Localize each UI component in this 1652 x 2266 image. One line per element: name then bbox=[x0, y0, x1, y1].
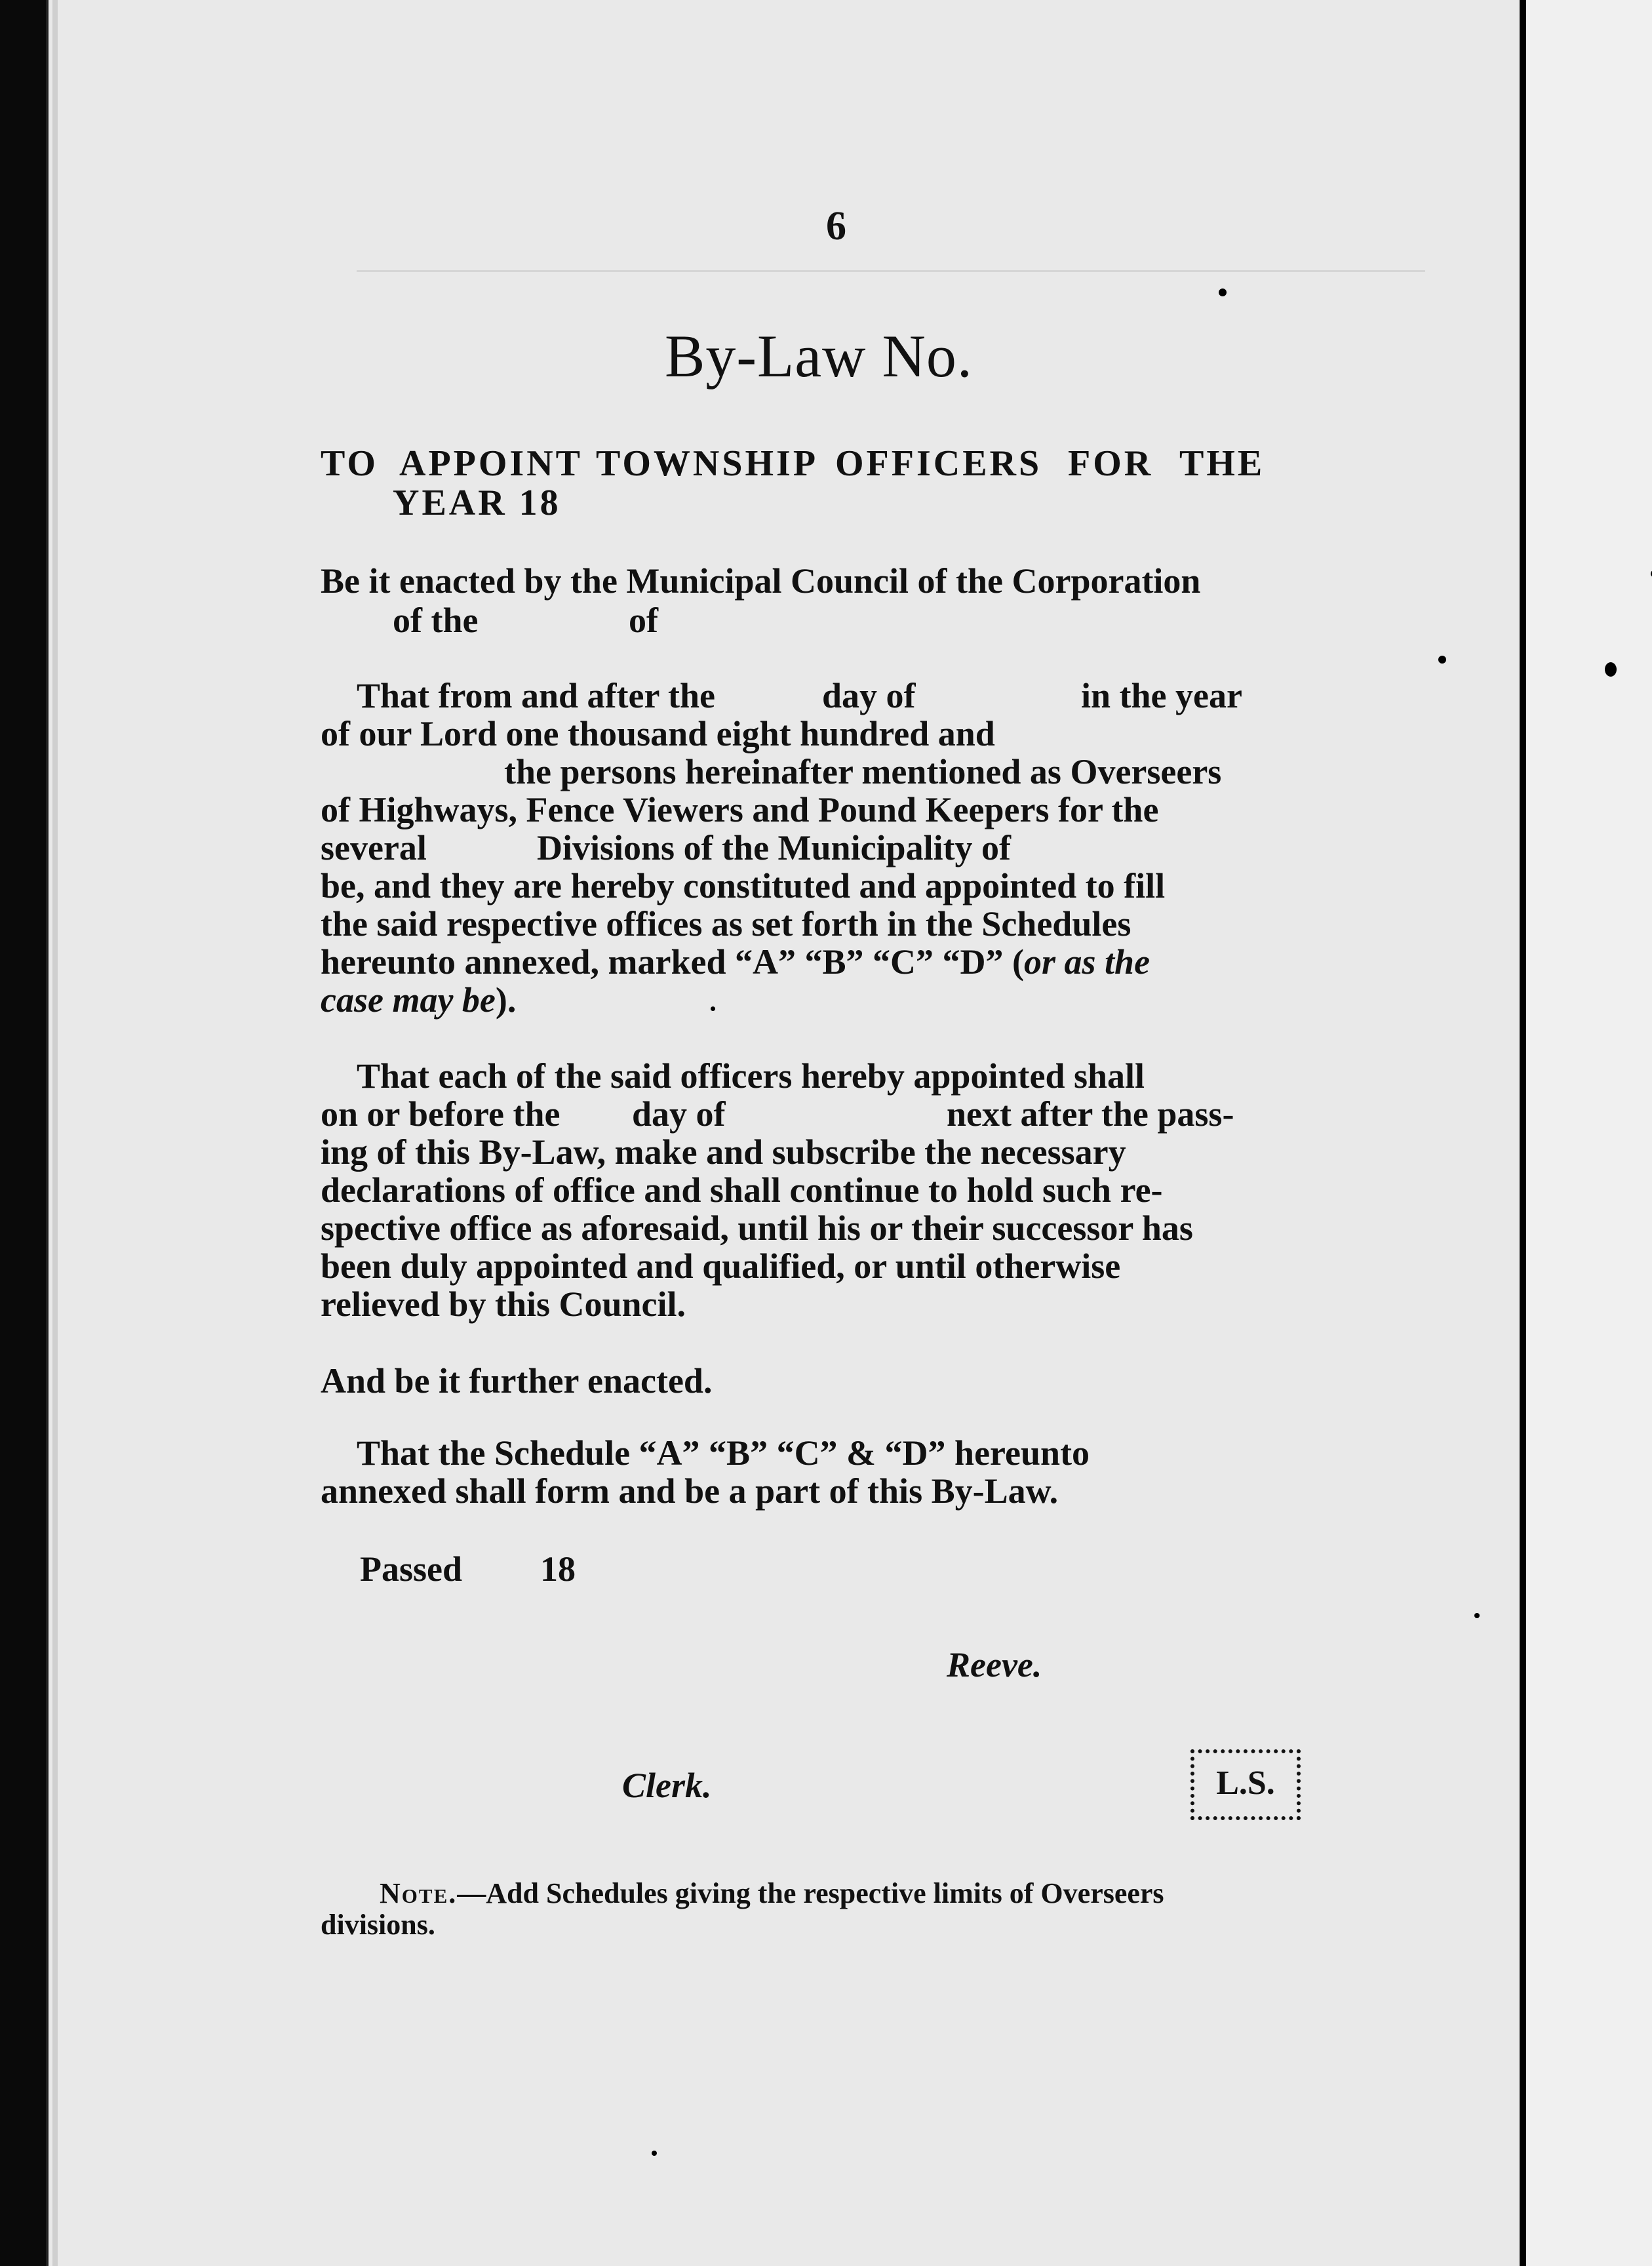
reeve-signature-label: Reeve. bbox=[947, 1645, 1042, 1684]
para1-line: of our Lord one thousand eight hundred and bbox=[321, 714, 995, 753]
enact-line1: Be it enacted by the Municipal Council of the Corporation bbox=[321, 561, 1201, 601]
heading-word: THE bbox=[1179, 443, 1265, 484]
speckle bbox=[1474, 1613, 1480, 1618]
para2-line: That each of the said officers hereby appointed shall bbox=[357, 1056, 1145, 1096]
seal-box: L.S. bbox=[1190, 1749, 1301, 1820]
para3-line: annexed shall form and be a part of this By-Law. bbox=[321, 1471, 1059, 1511]
document-page bbox=[46, 0, 1520, 2266]
para2-line: day of bbox=[632, 1094, 726, 1134]
speckle bbox=[1219, 288, 1227, 296]
para2-line: relieved by this Council. bbox=[321, 1284, 686, 1324]
para2-line: next after the pass- bbox=[947, 1094, 1234, 1134]
enact-line2b: of bbox=[629, 601, 658, 640]
para1-line: the persons hereinafter mentioned as Overseers bbox=[504, 752, 1222, 791]
note-line1: Note.—Add Schedules giving the respective limits of Overseers bbox=[380, 1877, 1164, 1909]
para1-line: several bbox=[321, 828, 427, 867]
para2-line: on or before the bbox=[321, 1094, 560, 1134]
para1-line: case may be). bbox=[321, 980, 517, 1020]
para2-line: spective office as aforesaid, until his or their successor has bbox=[321, 1208, 1193, 1248]
para3-line: That the Schedule “A” “B” “C” & “D” hereunto bbox=[357, 1433, 1090, 1473]
heading-word: TOWNSHIP bbox=[596, 443, 819, 484]
para2-line: declarations of office and shall continue to hold such re- bbox=[321, 1170, 1163, 1210]
bylaw-title: By-Law No. bbox=[665, 323, 973, 389]
enact-line2a: of the bbox=[393, 601, 479, 640]
heading-line2: YEAR 18 bbox=[393, 483, 561, 523]
header-rule bbox=[357, 270, 1425, 272]
para1-line: That from and after the bbox=[357, 676, 715, 715]
passed-year: 18 bbox=[540, 1549, 576, 1589]
page-number: 6 bbox=[826, 204, 846, 248]
clerk-signature-label: Clerk. bbox=[622, 1766, 712, 1805]
speckle bbox=[711, 1006, 715, 1011]
passed-label: Passed bbox=[360, 1549, 463, 1589]
para1-line: in the year bbox=[1081, 676, 1242, 715]
further-enacted: And be it further enacted. bbox=[321, 1361, 713, 1401]
para1-line: Divisions of the Municipality of bbox=[537, 828, 1012, 867]
para1-line: of Highways, Fence Viewers and Pound Keepers for the bbox=[321, 790, 1159, 829]
para2-line: been duly appointed and qualified, or until otherwise bbox=[321, 1246, 1121, 1286]
note-line2: divisions. bbox=[321, 1909, 435, 1941]
heading-word: TO bbox=[321, 443, 378, 484]
note-label: Note. bbox=[380, 1877, 458, 1909]
para1-line: the said respective offices as set forth in the Schedules bbox=[321, 904, 1131, 944]
para1-line: day of bbox=[822, 676, 916, 715]
heading-word: FOR bbox=[1068, 443, 1154, 484]
para1-line: be, and they are hereby constituted and appointed to fill bbox=[321, 866, 1166, 905]
speckle bbox=[1438, 656, 1446, 664]
heading-word: OFFICERS bbox=[835, 443, 1042, 484]
para2-line: ing of this By-Law, make and subscribe the necessary bbox=[321, 1132, 1126, 1172]
adjacent-page-edge bbox=[1520, 0, 1652, 2266]
speckle bbox=[1605, 662, 1617, 677]
heading-word: APPOINT bbox=[399, 443, 583, 484]
para1-line: hereunto annexed, marked “A” “B” “C” “D” (or as the bbox=[321, 942, 1150, 982]
speckle bbox=[652, 2151, 657, 2156]
